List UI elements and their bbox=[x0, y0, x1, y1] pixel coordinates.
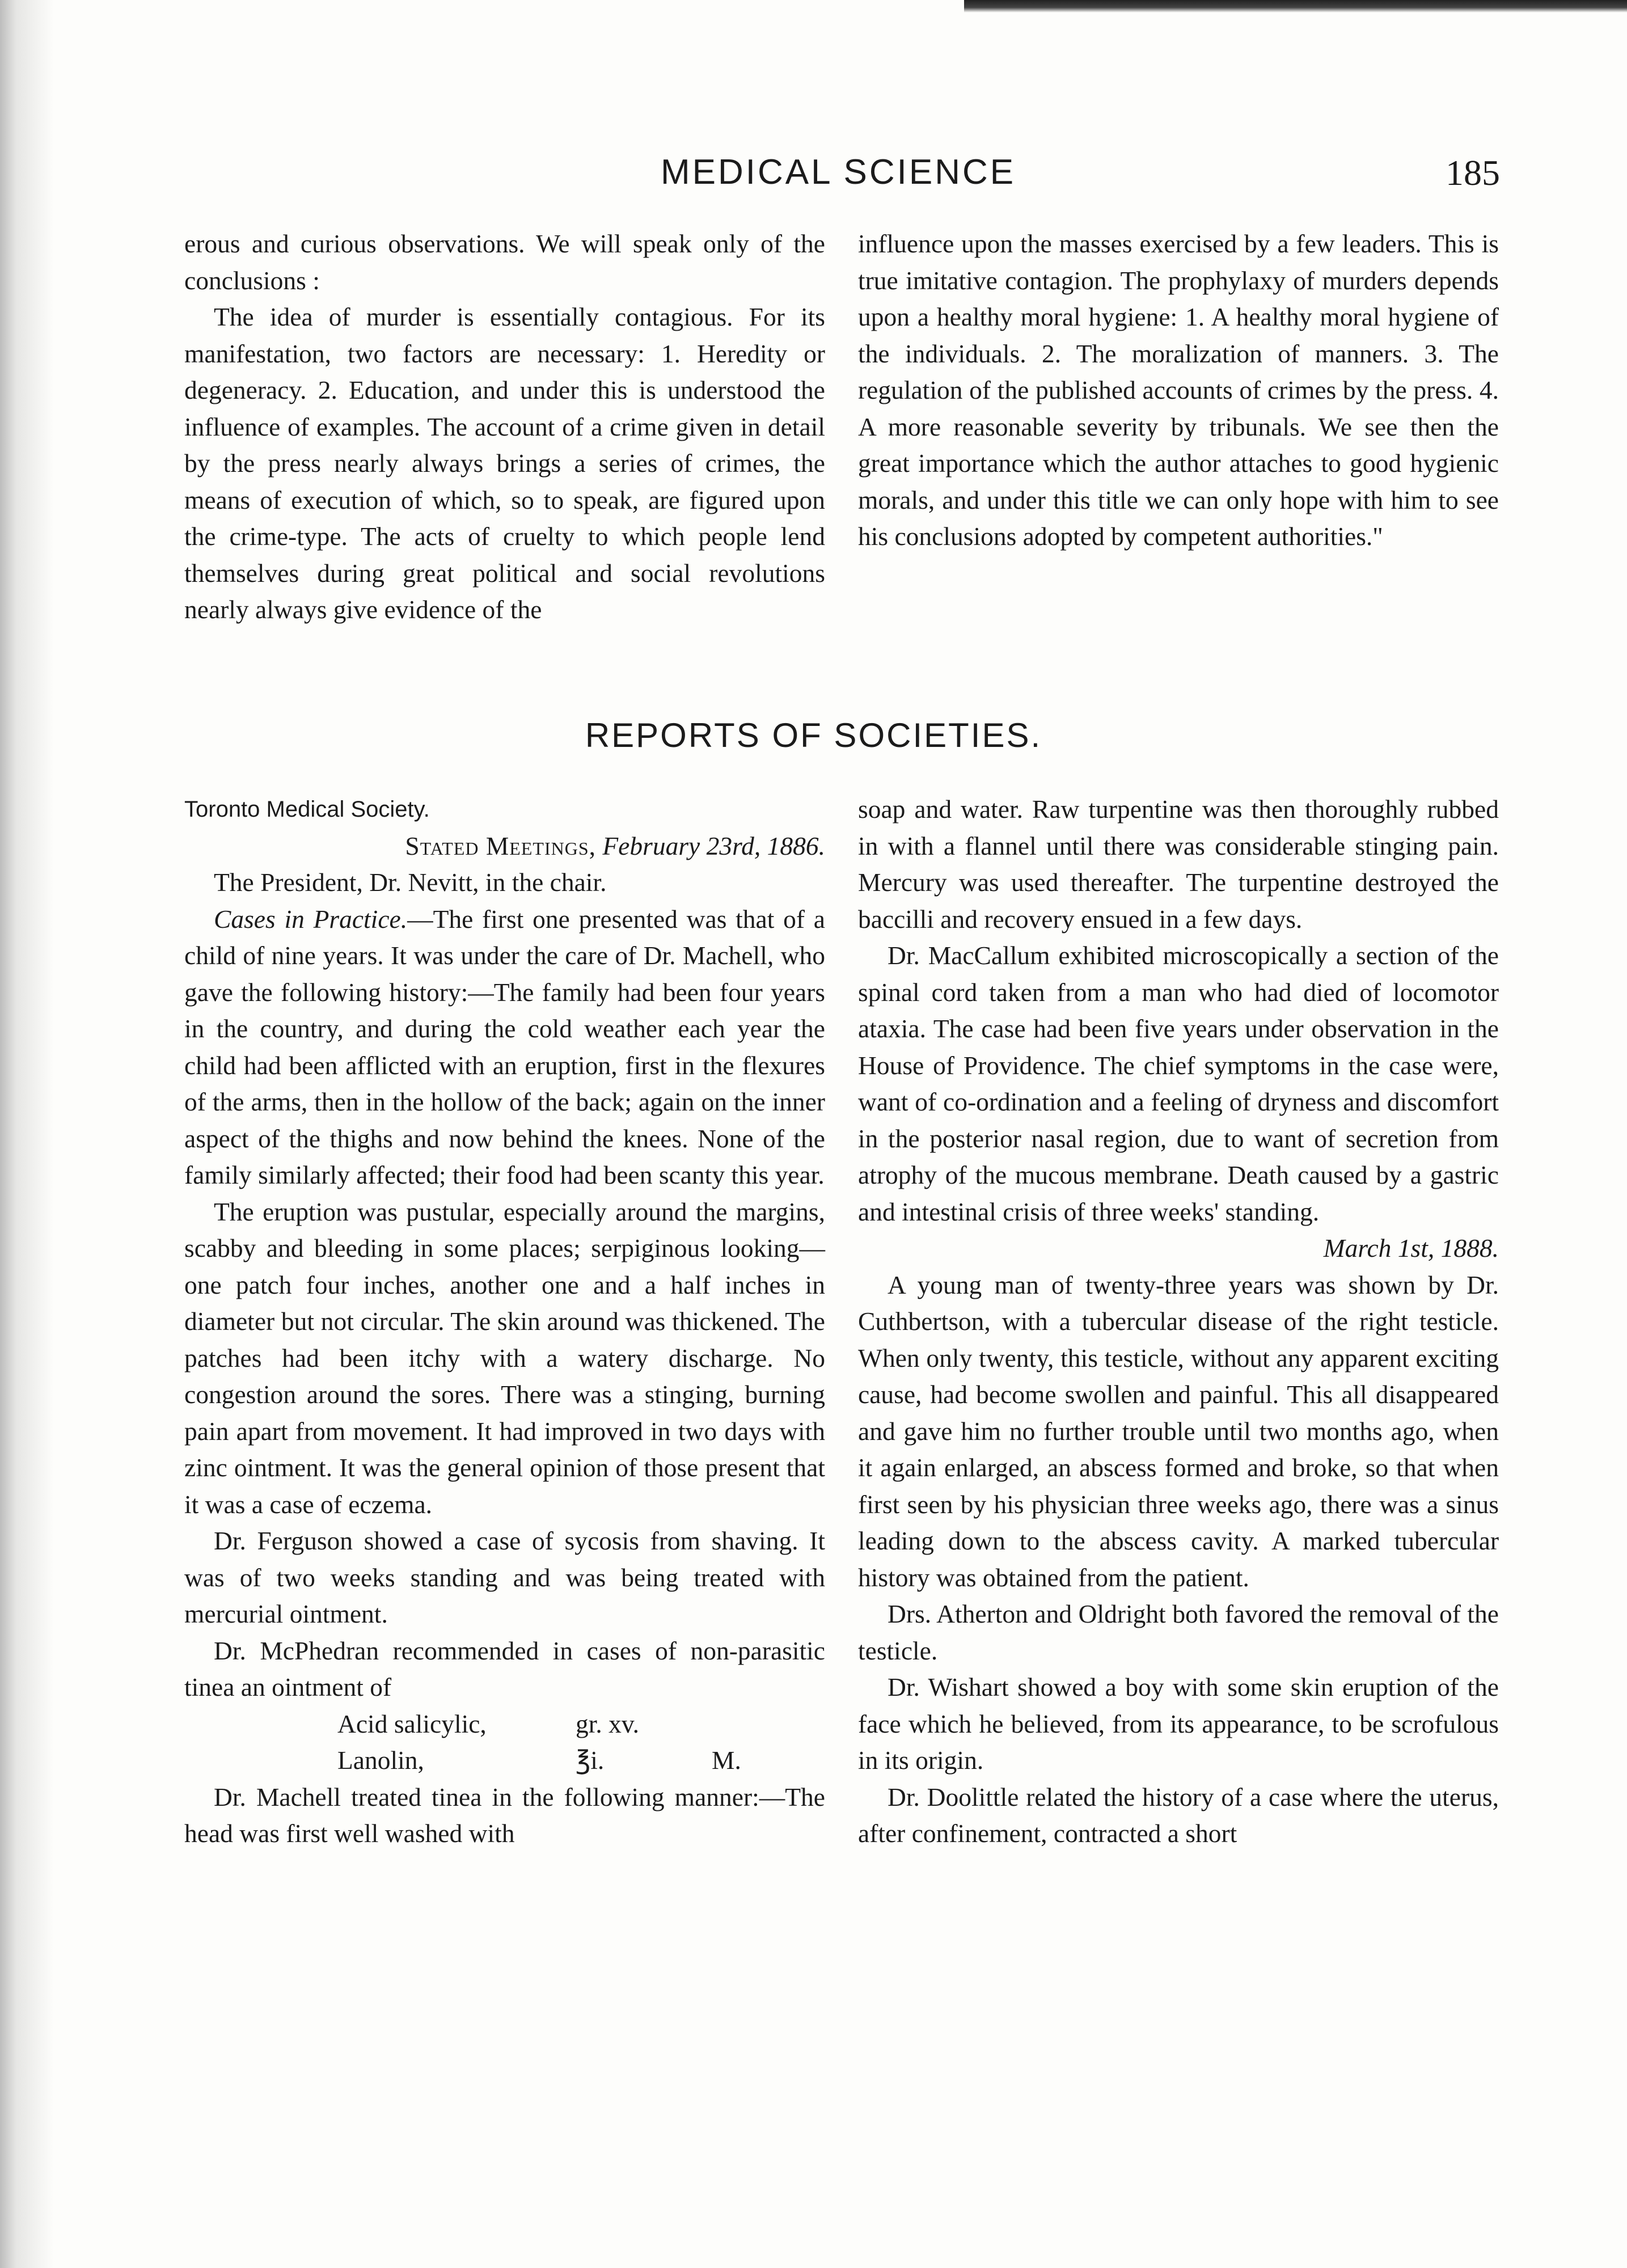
meeting-label: Stated Meetings, bbox=[405, 831, 596, 860]
paragraph: Dr. McPhedran recommended in cases of non-parasitic tinea an ointment of bbox=[184, 1636, 825, 1701]
paragraph bbox=[184, 901, 825, 1194]
paragraph: The idea of murder is essentially contagious. For its manifestation, two factors are necessary: 1. Heredity or degeneracy. 2. Education, and under this is understood the influence of examples. The account of a crime given in detail by the press nearly always brings a series of crimes, the means of execution of which, so to speak, are figured upon the crime-type. The acts of cruelty to which people lend themselves during great political and social revolutions nearly always give evidence of the bbox=[184, 302, 825, 624]
meeting-date: March 1st, 1888. bbox=[1323, 1234, 1499, 1262]
page-header bbox=[184, 152, 1500, 203]
prescription bbox=[337, 1706, 825, 1779]
page-binding-edge bbox=[0, 0, 54, 2268]
chair-line: The President, Dr. Nevitt, in the chair. bbox=[214, 868, 607, 897]
bottom-right-column bbox=[858, 791, 1499, 1852]
paragraph: Dr. Ferguson showed a case of sycosis from shaving. It was of two weeks standing and was being treated with mercurial ointment. bbox=[184, 1526, 825, 1628]
paragraph: Dr. Wishart showed a boy with some skin eruption of the face which he believed, from its appearance, to be scrofulous in its origin. bbox=[858, 1673, 1499, 1775]
page-number: 185 bbox=[1446, 153, 1500, 193]
prescription-dose: ℥i. bbox=[576, 1746, 605, 1775]
paragraph: A young man of twenty-three years was shown by Dr. Cuthbertson, with a tubercular disease of the right testicle. When only twenty, this testicle, without any apparent exciting cause, had become swollen and painful. This all disappeared and gave him no further trouble until two months ago, when it again enlarged, an abscess formed and broke, so that when first seen by his physician three weeks ago, there was a sinus leading down to the abscess cavity. A marked tubercular history was obtained from the patient. bbox=[858, 1270, 1499, 1592]
paragraph: Drs. Atherton and Oldright both favored the removal of the testicle. bbox=[858, 1599, 1499, 1665]
prescription-row bbox=[337, 1706, 825, 1743]
prescription-row bbox=[337, 1742, 825, 1779]
meeting-date: February 23rd, 1886. bbox=[602, 831, 825, 860]
section-heading: REPORTS OF SOCIETIES. bbox=[585, 716, 1042, 754]
paragraph: Dr. MacCallum exhibited microscopically a section of the spinal cord taken from a man who had died of locomotor ataxia. The case had been five years under observation in the House of Providence. The chief symptoms in the case were, want of co-ordination and a feeling of dryness and discomfort in the posterior nasal region, due to want of secretion from atrophy of the mucous membrane. Death caused by a gastric and intestinal crisis of three weeks' standing. bbox=[858, 941, 1499, 1226]
paragraph: The eruption was pustular, especially around the margins, scabby and bleeding in some places; serpiginous looking—one patch four inches, another one and a half inches in diameter but not circular. The skin around was thickened. The patches had been itchy with a watery discharge. No congestion around the sores. There was a stinging, burning pain apart from movement. It had improved in two days with zinc ointment. It was the general opinion of those present that it was a case of eczema. bbox=[184, 1197, 825, 1519]
top-left-column bbox=[184, 226, 825, 628]
paragraph: influence upon the masses exercised by a few leaders. This is true imitative contagion. The prophylaxy of murders depends upon a healthy moral hygiene: 1. A healthy moral hygiene of the individuals. 2. The moralization of manners. 3. The regulation of the published accounts of crimes by the press. 4. A more reasonable severity by tribunals. We see then the great importance which the author attaches to good hygienic morals, and under this title we can only hope with him to see his conclusions adopted by competent authorities." bbox=[858, 229, 1499, 551]
society-name: Toronto Medical Society. bbox=[184, 797, 430, 822]
prescription-sign: M. bbox=[712, 1746, 741, 1775]
paragraph: Dr. Doolittle related the history of a case where the uterus, after confinement, contracted a short bbox=[858, 1782, 1499, 1848]
prescription-drug: Lanolin, bbox=[337, 1746, 424, 1775]
bottom-left-column bbox=[184, 791, 825, 1852]
top-right-column bbox=[858, 226, 1499, 555]
paragraph: soap and water. Raw turpentine was then thoroughly rubbed in with a flannel until there was considerable stinging pain. Mercury was used thereafter. The turpentine destroyed the baccilli and recovery ensued in a few days. bbox=[858, 795, 1499, 934]
paragraph: Dr. Machell treated tinea in the following manner:—The head was first well washed with bbox=[184, 1782, 825, 1848]
cases-heading: Cases in Practice. bbox=[214, 904, 408, 934]
prescription-drug: Acid salicylic, bbox=[337, 1709, 487, 1738]
cases-text: —The first one presented was that of a child of nine years. It was under the care of Dr. Machell, who gave the following history:—The family had been four years in the country, and during the cold weather each year the child had been afflicted with an eruption, first in the flexures of the arms, then in the hollow of the back; again on the inner aspect of the thighs and now behind the knees. None of the family similarly affected; their food had been scanty this year. bbox=[184, 904, 825, 1189]
prescription-dose: gr. xv. bbox=[576, 1709, 640, 1738]
top-edge-rule bbox=[964, 0, 1627, 12]
meeting-date-line bbox=[184, 828, 825, 865]
paragraph: erous and curious observations. We will speak only of the conclusions : bbox=[184, 229, 825, 295]
running-title: MEDICAL SCIENCE bbox=[661, 153, 1016, 192]
